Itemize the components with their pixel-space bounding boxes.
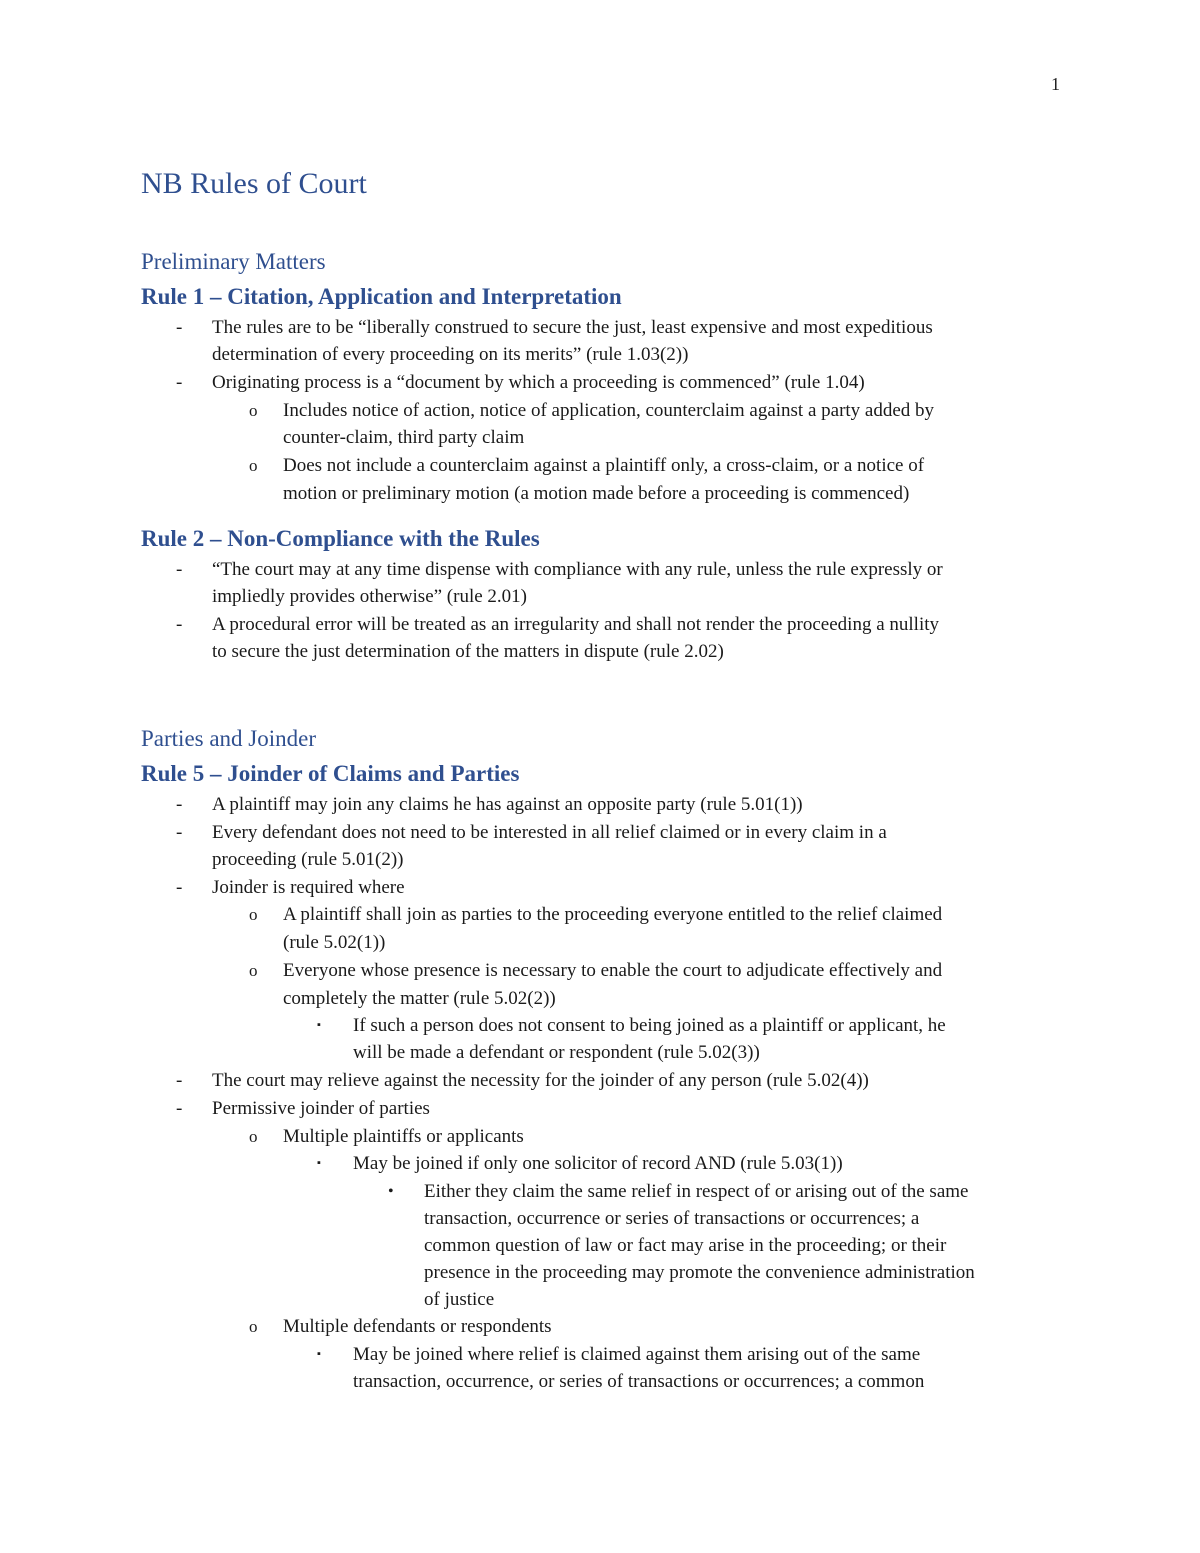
dash-bullet: - [176,372,183,393]
rule5-b3-sub-2-line-2: completely the matter (rule 5.02(2)) [283,988,556,1009]
dash-bullet: - [176,559,183,580]
page-number: 1 [1051,74,1060,94]
square-bullet: ▪ [317,1157,321,1169]
dash-bullet: - [176,1070,183,1091]
rule2-bullet-1-line-1: “The court may at any time dispense with compliance with any rule, unless the rule expressly or [212,559,943,580]
circle-bullet: o [249,1317,258,1336]
rule5-b5-sub-2-sub-1-line-1: May be joined where relief is claimed against them arising out of the same [353,1344,921,1365]
rule5-bullet-3: Joinder is required where [212,877,405,898]
circle-bullet: o [249,1127,258,1146]
square-bullet: ▪ [317,1348,321,1360]
rule-5-heading: Rule 5 – Joinder of Claims and Parties [141,761,520,786]
rule5-b3-sub-2-sub-1-line-1: If such a person does not consent to being joined as a plaintiff or applicant, he [353,1015,946,1036]
rule5-bullet-2-line-2: proceeding (rule 5.01(2)) [212,849,404,870]
dash-bullet: - [176,614,183,635]
rule5-b5-sub-2-sub-1-line-2: transaction, occurrence, or series of transactions or occurrences; a common [353,1371,925,1392]
rule1-sub-2-line-2: motion or preliminary motion (a motion made before a proceeding is commenced) [283,483,910,504]
rule5-bullet-5: Permissive joinder of parties [212,1098,430,1119]
rule1-bullet-1-line-1: The rules are to be “liberally construed to secure the just, least expensive and most expeditious [212,317,933,338]
round-bullet: • [388,1183,394,1200]
rule5-b5-deep-line-2: transaction, occurrence or series of transactions or occurrences; a [424,1208,920,1229]
circle-bullet: o [249,401,258,420]
circle-bullet: o [249,456,258,475]
rule5-b3-sub-1-line-1: A plaintiff shall join as parties to the proceeding everyone entitled to the relief claimed [283,904,943,925]
square-bullet: ▪ [317,1019,321,1031]
section-heading-parties: Parties and Joinder [141,726,317,751]
rule1-sub-1-line-1: Includes notice of action, notice of application, counterclaim against a party added by [283,400,935,421]
rule5-bullet-1: A plaintiff may join any claims he has against an opposite party (rule 5.01(1)) [212,794,803,815]
circle-bullet: o [249,961,258,980]
rule5-b5-sub-1-sub-1: May be joined if only one solicitor of record AND (rule 5.03(1)) [353,1153,843,1174]
rule5-b5-deep-line-5: of justice [424,1289,495,1310]
rule1-sub-1-line-2: counter-claim, third party claim [283,427,525,448]
rule-1-heading: Rule 1 – Citation, Application and Interpretation [141,284,622,309]
dash-bullet: - [176,822,183,843]
rule1-bullet-2: Originating process is a “document by which a proceeding is commenced” (rule 1.04) [212,372,865,393]
document-title: NB Rules of Court [141,167,367,200]
dash-bullet: - [176,317,183,338]
rule5-bullet-4: The court may relieve against the necessity for the joinder of any person (rule 5.02(4)) [212,1070,869,1091]
rule2-bullet-1-line-2: impliedly provides otherwise” (rule 2.01) [212,586,528,607]
rule5-b3-sub-2-sub-1-line-2: will be made a defendant or respondent (rule 5.02(3)) [353,1042,760,1063]
dash-bullet: - [176,1098,183,1119]
rule5-b5-deep-line-4: presence in the proceeding may promote the convenience administration [424,1262,975,1283]
dash-bullet: - [176,794,183,815]
dash-bullet: - [176,877,183,898]
rule5-bullet-2-line-1: Every defendant does not need to be interested in all relief claimed or in every claim in a [212,822,887,843]
rule2-bullet-2-line-2: to secure the just determination of the matters in dispute (rule 2.02) [212,641,724,662]
section-heading-preliminary: Preliminary Matters [141,249,326,274]
rule5-b3-sub-2-line-1: Everyone whose presence is necessary to enable the court to adjudicate effectively and [283,960,943,981]
rule2-bullet-2-line-1: A procedural error will be treated as an irregularity and shall not render the proceeding a nullity [212,614,940,635]
rule5-b5-deep-line-1: Either they claim the same relief in respect of or arising out of the same [424,1181,969,1202]
rule5-b5-sub-1: Multiple plaintiffs or applicants [283,1126,524,1147]
rule1-bullet-1-line-2: determination of every proceeding on its merits” (rule 1.03(2)) [212,344,689,365]
rule5-b3-sub-1-line-2: (rule 5.02(1)) [283,932,386,953]
rule5-b5-sub-2: Multiple defendants or respondents [283,1316,552,1337]
rule1-sub-2-line-1: Does not include a counterclaim against a plaintiff only, a cross-claim, or a notice of [283,455,925,476]
rule5-b5-deep-line-3: common question of law or fact may arise in the proceeding; or their [424,1235,947,1256]
rule-2-heading: Rule 2 – Non-Compliance with the Rules [141,526,540,551]
circle-bullet: o [249,905,258,924]
